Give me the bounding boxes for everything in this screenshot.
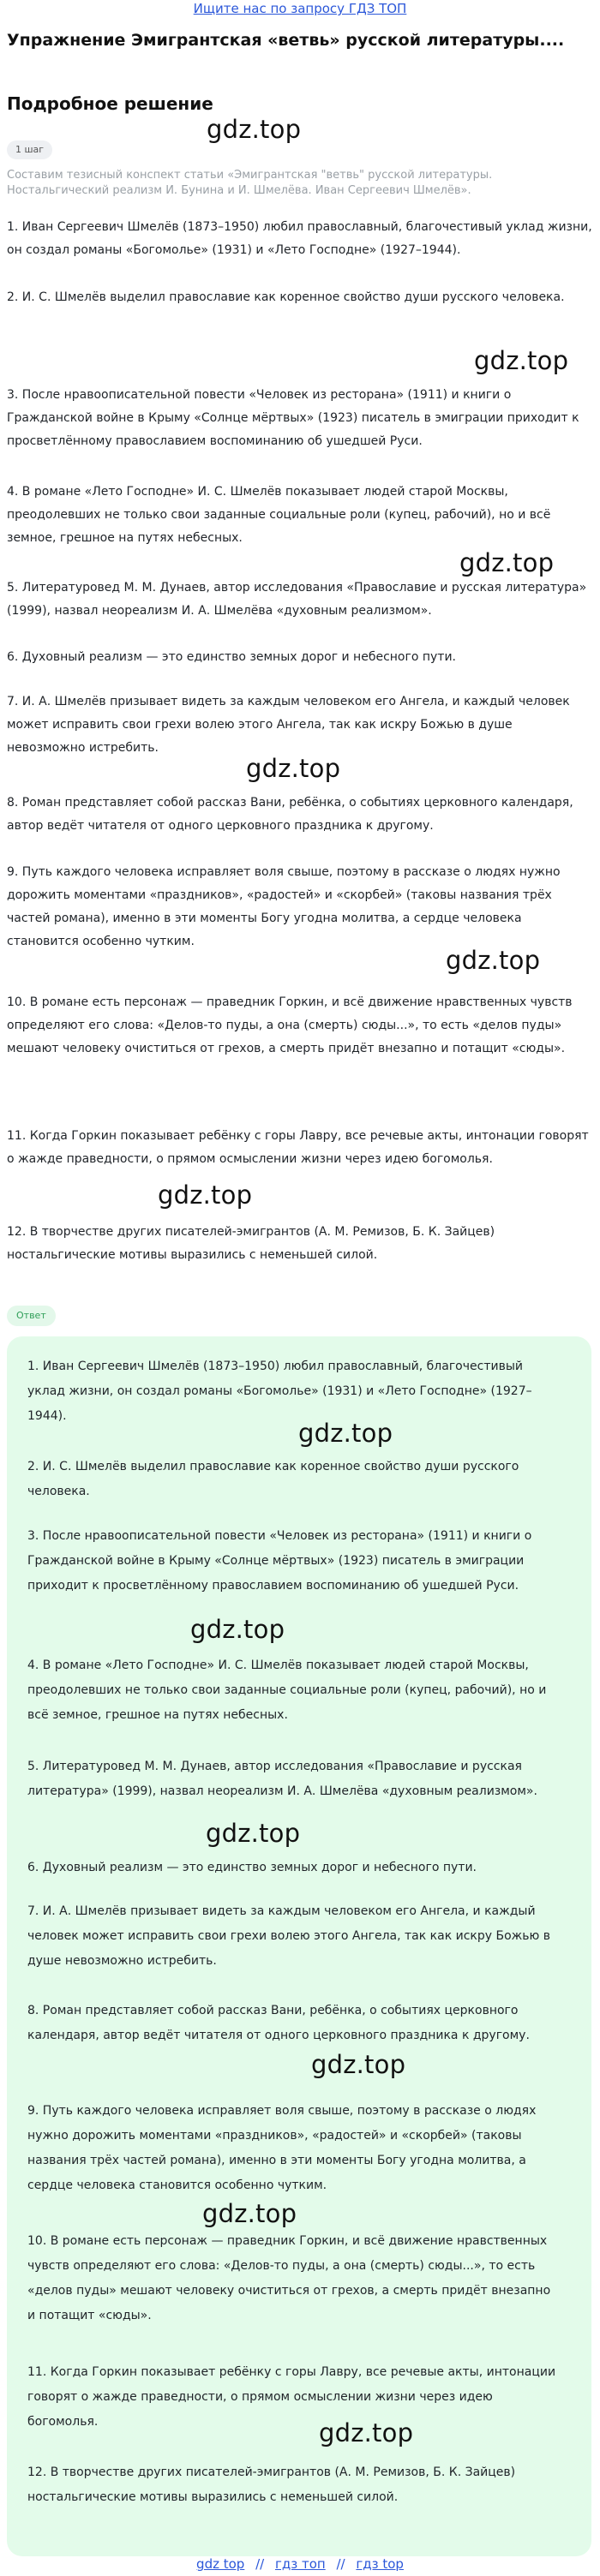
watermark: gdz.top [202,2199,297,2228]
footer-separator: // [255,2556,265,2572]
page-title: Упражнение Эмигрантская «ветвь» русской литературы.... [7,31,565,50]
solution-heading: Подробное решение [7,93,213,114]
answer-item: 3. После нравоописательной повести «Человек из ресторана» (1911) и книги о Гражданской войне в Крыму «Солнце мёртвых» (1923) писатель в эмиграции приходит к просветлённому православием воспоминанию об ушедшей Руси. [27,1529,532,1593]
footer-links [0,2554,600,2576]
answer-item: 8. Роман представляет собой рассказ Вани, ребёнка, о событиях церковного календаря, автор ведёт читателя от одного церковного праздника к другому. [27,2004,530,2042]
answer-item: 7. И. А. Шмелёв призывает видеть за каждым человеком его Ангела, и каждый человек может исправить свои грехи волею этого Ангела, так как искру Божью в душе невозможно истребить. [27,1904,550,1968]
watermark: gdz.top [158,1180,253,1210]
watermark: gdz.top [207,115,302,144]
footer-link[interactable]: gdz top [196,2556,245,2572]
answer-item: 2. И. С. Шмелёв выделил православие как коренное свойство души русского человека. [27,1460,519,1498]
answer-item: 9. Путь каждого человека исправляет воля свыше, поэтому в рассказе о людях нужно дорожить моментами «праздников», «радостей» и «скорбей» (таковы названия трёх частей романа), именно в эти моменты Богу угодна молитва, а сердце человека становится особенно чутким. [27,2104,537,2192]
answer-item: 11. Когда Горкин показывает ребёнку с горы Лавру, все речевые акты, интонации говорят о жажде праведности, о прямом осмыслении жизни через идею богомолья. [27,2365,556,2429]
watermark: gdz.top [459,548,555,577]
answer-item: 12. В творчестве других писателей-эмигрантов (А. М. Ремизов, Б. К. Зайцев) ностальгические мотивы выразились с неменьшей силой. [27,2465,516,2504]
solution-item: 11. Когда Горкин показывает ребёнку с горы Лавру, все речевые акты, интонации говорят о жажде праведности, о прямом осмыслении жизни через идею богомолья. [7,1129,589,1166]
answer-item: 6. Духовный реализм — это единство земных дорог и небесного пути. [27,1861,477,1874]
watermark: gdz.top [246,754,341,783]
solution-intro: Составим тезисный конспект статьи «Эмигрантская "ветвь" русской литературы. Ностальгический реализм И. Бунина и И. Шмелёва. Иван Сергеевич Шмелёв». [7,169,493,197]
solution-item: 7. И. А. Шмелёв призывает видеть за каждым человеком его Ангела, и каждый человек может исправить свои грехи волею этого Ангела, так как искру Божью в душе невозможно истребить. [7,695,570,755]
step-badge: 1 шаг [7,140,52,159]
top-banner[interactable] [0,0,600,19]
answer-item: 10. В романе есть персонаж — праведник Горкин, и всё движение нравственных чувств определяют его слова: «Делов-то пуды, а она (смерть) сюды...», то есть «делов пуды» мешают человеку очиститься от грехов, а смерть придёт внезапно и потащит «сюды». [27,2234,551,2322]
solution-item: 2. И. С. Шмелёв выделил православие как коренное свойство души русского человека. [7,290,565,304]
footer-link[interactable]: гдз топ [274,2556,326,2572]
solution-item: 6. Духовный реализм — это единство земных дорог и небесного пути. [7,650,456,664]
search-hint-link[interactable]: Ищите нас по запросу ГДЗ ТОП [193,1,407,16]
watermark: gdz.top [319,2418,414,2447]
solution-item: 9. Путь каждого человека исправляет воля свыше, поэтому в рассказе о людях нужно дорожить моментами «праздников», «радостей» и «скорбей» (таковы названия трёх частей романа), именно в эти моменты Богу угодна молитва, а сердце человека становится особенно чутким. [7,865,561,948]
footer-link[interactable]: гдз top [356,2556,404,2572]
watermark: gdz.top [311,2050,406,2079]
answer-item: 5. Литературовед М. М. Дунаев, автор исследования «Православие и русская литература» (1999), назвал неореализм И. А. Шмелёва «духовным реализмом». [27,1760,537,1798]
watermark: gdz.top [190,1615,285,1644]
watermark: gdz.top [298,1419,393,1448]
solution-item: 10. В романе есть персонаж — праведник Горкин, и всё движение нравственных чувств определяют его слова: «Делов-то пуды, а она (смерть) сюды...», то есть «делов пуды» мешают человеку очиститься от грехов, а смерть придёт внезапно и потащит «сюды». [7,995,573,1055]
watermark: gdz.top [474,346,569,375]
answer-badge: Ответ [7,1306,56,1326]
solution-item: 5. Литературовед М. М. Дунаев, автор исследования «Православие и русская литература» (1999), назвал неореализм И. А. Шмелёва «духовным реализмом». [7,581,587,618]
footer-separator: // [336,2556,345,2572]
solution-item: 1. Иван Сергеевич Шмелёв (1873–1950) любил православный, благочестивый уклад жизни, он создал романы «Богомолье» (1931) и «Лето Господне» (1927–1944). [7,220,592,257]
solution-item: 8. Роман представляет собой рассказ Вани, ребёнка, о событиях церковного календаря, автор ведёт читателя от одного церковного праздника к другому. [7,796,573,833]
solution-item: 3. После нравоописательной повести «Человек из ресторана» (1911) и книги о Гражданской войне в Крыму «Солнце мёртвых» (1923) писатель в эмиграции приходит к просветлённому православием воспоминанию об ушедшей Руси. [7,388,579,448]
watermark: gdz.top [446,946,541,975]
watermark: gdz.top [206,1819,301,1848]
solution-item: 12. В творчестве других писателей-эмигрантов (А. М. Ремизов, Б. К. Зайцев) ностальгические мотивы выразились с неменьшей силой. [7,1225,495,1262]
answer-item: 1. Иван Сергеевич Шмелёв (1873–1950) любил православный, благочестивый уклад жизни, он создал романы «Богомолье» (1931) и «Лето Господне» (1927–1944). [27,1360,532,1423]
answer-item: 4. В романе «Лето Господне» И. С. Шмелёв показывает людей старой Москвы, преодолевших не только свои заданные социальные роли (купец, рабочий), но и всё земное, грешное на путях небесных. [27,1659,547,1722]
solution-item: 4. В романе «Лето Господне» И. С. Шмелёв показывает людей старой Москвы, преодолевших не только свои заданные социальные роли (купец, рабочий), но и всё земное, грешное на путях небесных. [7,485,551,545]
